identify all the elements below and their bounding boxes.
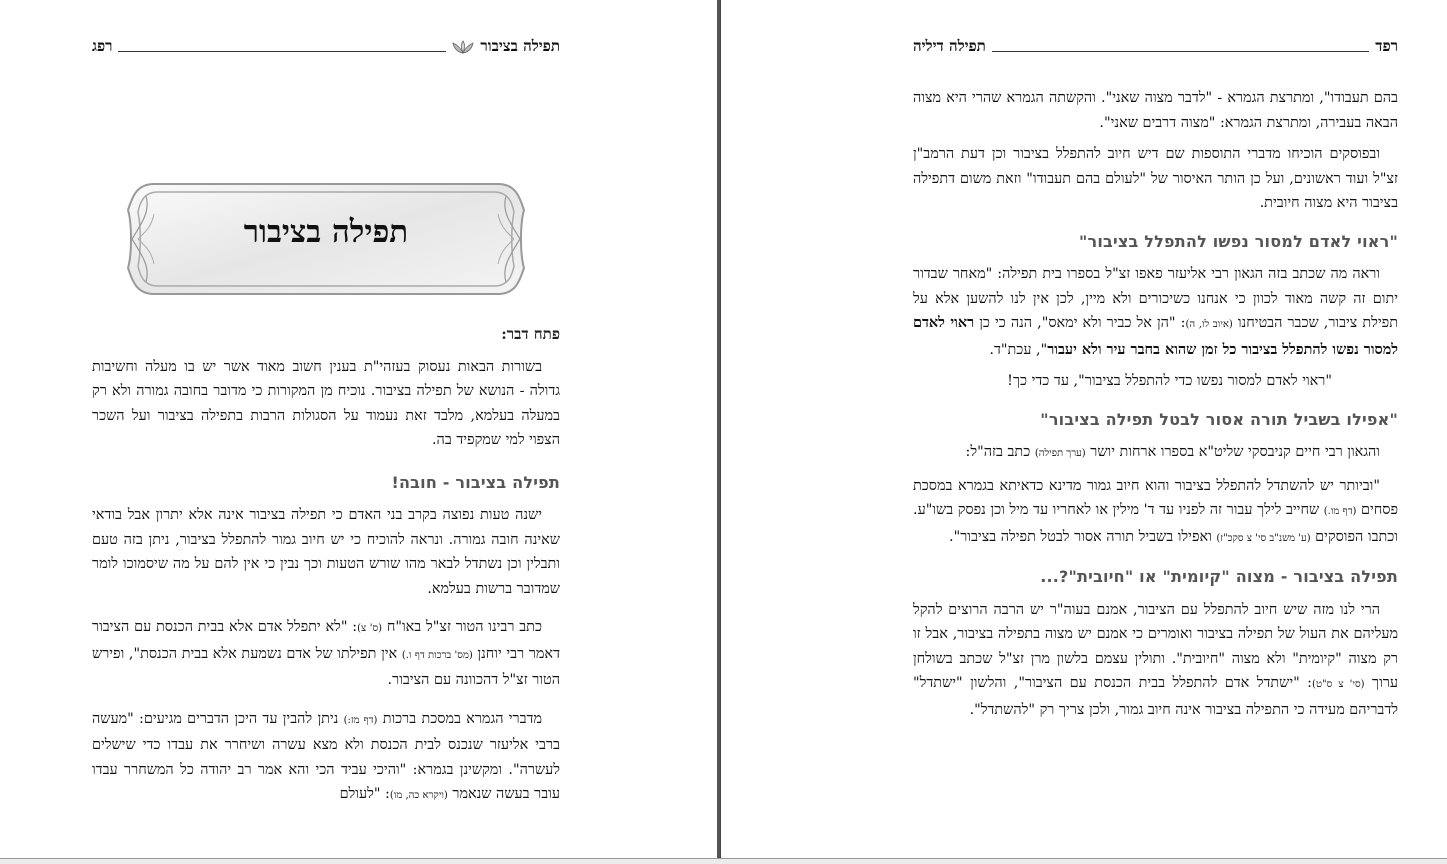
paragraph-continuation: בהם תעבודו", ומתרצת הגמרא - "לדבר מצוה שאני". והקשתה הגמרא שהרי היא מצוה הבאה בעבירה, ומתרצת הגמרא: "מצוה דרבים שאני". [913,90,1398,131]
right-running-head [913,36,1398,56]
right-running-rule [992,51,1369,52]
paragraph-gemara [92,707,560,809]
leaf-ornament-icon [452,40,474,54]
left-page-number: רפג [92,37,113,55]
right-page [720,0,1447,858]
text-run: : "הן אל כביר ולא ימאס", הנה כי כן [974,315,1186,331]
text-run: אין תפילתו של אדם נשמעת אלא בבית הכנסת", ופירש הטור זצ"ל דהכוונה עם הציבור. [92,645,560,688]
section-label: פתח דבר: [501,325,560,343]
left-text-column [92,322,560,816]
source-ref: (ויקרא כה, מו) [389,790,448,801]
text-run: ניתן להבין עד היכן הדברים מגיעים: "מעשה ברבי אליעזר שנכנס לבית הכנסת ולא מצא עשרה ושיחרר את עבדו כדי שישלים לעשרה". ומקשינן בגמרא: "והיכי עביד הכי והא אמר רב יהודה כל המשחרר עבדו עובר בעשה שנאמר [92,710,560,802]
text-run: "וביותר יש להשתדל להתפלל בציבור והוא חיוב גמור מדינא כדאיתא בגמרא במסכת פסחים [913,477,1398,518]
text-run: ", עכת"ד. [989,341,1048,358]
text-run: מדברי הגמרא במסכת ברכות [377,710,543,727]
source-ref: (ע' משנ"ב סי' צ סקכ"ז) [1216,532,1311,544]
paragraph-harei [913,598,1398,723]
paragraph-tur [92,615,560,693]
text-run: והגאון רבי חיים קניבסקי שליט"א בספרו ארחות יושר [1085,444,1380,460]
text-run: וראה מה שכתב בזה הגאון רבי אליעזר פאפו זצ"ל בספרו בית תפילה: "מאחר שבדור יתום זה קשה מאוד לכוון כי אנחנו כשיכורים ולא מיין, לכן אין לנו להשען אלא על תפילת ציבור, שכבר הבטיחנו [913,266,1398,331]
paragraph-yoter [913,474,1398,552]
text-run: שחייב לילך עבור זה לפניו עד ד' מילין או לאחריו עד מיל וכן נפסק בשו"ע. וכתבו הפוסקים [913,502,1398,545]
paragraph-kanievsky [913,440,1398,467]
paragraph-error: ישנה טעות נפוצה בקרב בני האדם כי תפילה בציבור אינה אלא יתרון אבל בודאי שאינה חובה גמורה. ונראה להוכיח כי יש חיוב גמור להתפלל בציבור, ניתן בזה טעם ותבלין וכן נשתדל לבאר מהו שורש הטעות וכך נבין כי אין להם על מה שיסמוכו לומר שמדובר ברשות בעלמא. [92,507,560,597]
source-ref: (סי' צ ס"ט) [1312,679,1365,690]
source-ref: (ס' צ) [357,623,383,634]
source-ref: (דף מז:) [343,714,378,726]
text-run: : "ישתדל אדם להתפלל בבית הכנסת עם הציבור", והלשון "ישתדל" לדבריהם מעידה כי התפילה בציבור אינה חיוב גמור, ולכן צריך רק "להשתדל". [913,675,1398,718]
text-run: כתב בזה"ל: [965,444,1035,460]
text-run: : "לעולם [339,786,390,802]
heading-duty: תפילה בציבור - חובה! [391,472,560,492]
chapter-banner [124,180,528,298]
paragraph-papo [913,262,1398,362]
bottom-edge [0,858,1447,864]
right-text-column [913,86,1398,729]
source-ref: (איוב לו, ה) [1185,319,1233,330]
left-running-title: תפילה בציבור [480,37,560,55]
left-running-head [92,36,560,56]
left-running-rule [118,51,446,52]
bold-text-run: ראוי לאדם למסור נפשו להתפלל בציבור כל זמן שהוא בחבר עיר ולא יעבור [913,314,1398,358]
right-running-title: תפילה דיליה [913,37,986,55]
chapter-title: תפילה בציבור [243,214,409,250]
left-page [0,0,718,858]
text-run: ואפילו בשביל תורה אסור לבטל תפילה בציבור". [949,528,1217,545]
heading-mesirut-nefesh: "ראוי לאדם למסור נפשו להתפלל בציבור" [1078,231,1398,251]
right-page-number: רפד [1375,37,1398,55]
source-ref: (מס' ברכות דף ו.) [401,649,473,661]
paragraph-poskim: ובפוסקים הוכיחו מדברי התוספות שם דיש חיוב להתפלל בציבור וכן דעת הרמב"ן זצ"ל ועוד ראשונים, ועל כן הותר האיסור של "לעולם בהם תעבודו" וזאת משום דתפילה בציבור היא מצוה חיובית. [913,146,1398,211]
heading-torah: "אפילו בשביל תורה אסור לבטל תפילה בציבור" [1040,409,1398,429]
text-run: : "לא יתפלל אדם אלא בבית הכנסת עם הציבור דאמר רבי יוחנן [92,619,560,662]
text-run: הרי לנו מזה שיש חיוב להתפלל עם הציבור, אמנם בעוה"ר יש הרבה הרוצים להקל מעליהם את העול של תפילה בציבור ואומרים כי אמנם יש מצוה בתפילה בציבור, אבל זו רק מצוה "קיומית" ולא מצוה "חיובית". ותולין עצמם בלשון מרן זצ"ל שכתב בשולחן ערוך [913,601,1399,691]
heading-kiyumit: תפילה בציבור - מצוה "קיומית" או "חיובית"?... [1040,567,1398,586]
source-ref: (דף מו.) [1323,506,1357,517]
source-ref: (ערך תפילה) [1034,448,1086,459]
intro-paragraph: בשורות הבאות נעסוק בעזהי"ת בענין חשוב מאוד אשר יש בו מעלה וחשיבות גדולה - הנושא של תפילה בציבור. נוכיח מן המקורות כי מדובר בחובה גמורה ולא רק במעלה בעלמא, מלבד זאת נעמוד על הסגולות הרבות בתפילה בציבור ועל השכר הצפוי למי שמקפיד בה. [92,358,560,448]
text-run: כתב רבינו הטור זצ"ל באו"ח [382,619,542,635]
quote-line: "ראוי לאדם למסור נפשו כדי להתפלל בציבור", עד כדי כך! [1007,373,1332,389]
